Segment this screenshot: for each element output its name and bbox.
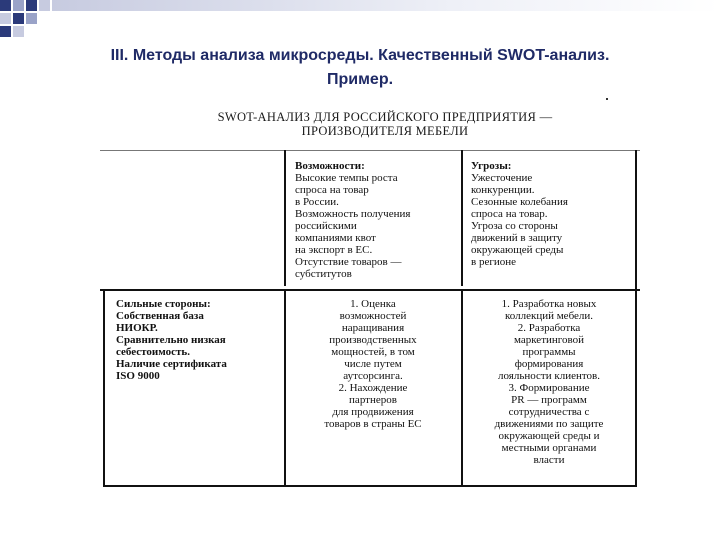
strengths-line: Собственная база	[116, 310, 204, 322]
so-strategy-line: числе путем	[344, 358, 402, 370]
st-strategy-line: власти	[533, 454, 565, 466]
document-heading-line2: ПРОИЗВОДИТЕЛЯ МЕБЕЛИ	[301, 124, 469, 138]
st-strategy-line: 1. Разработка новых	[501, 298, 597, 310]
slide-title-line1: III. Методы анализа микросреды. Качественный SWOT-анализ.	[110, 47, 610, 64]
st-strategy-line: коллекций мебели.	[504, 310, 594, 322]
so-strategy-line: для продвижения	[332, 406, 414, 418]
st-strategy-line: окружающей среды и	[498, 430, 600, 442]
strengths-line: Сравнительно низкая	[116, 334, 226, 346]
opportunities-line: в России.	[295, 196, 339, 208]
opportunities-line: компаниями квот	[295, 232, 376, 244]
st-strategy-line: сотрудничества с	[508, 406, 590, 418]
opportunities-line: российскими	[295, 220, 357, 232]
st-strategies-cell	[465, 298, 633, 466]
st-strategy-line: маркетинговой	[513, 334, 585, 346]
so-strategy-line: партнеров	[349, 394, 397, 406]
opportunities-line: спроса на товар	[295, 184, 369, 196]
threats-line: Сезонные колебания	[471, 196, 568, 208]
st-strategy-line: PR — программ	[511, 394, 587, 406]
so-strategy-line: 2. Нахождение	[338, 382, 408, 394]
so-strategies-cell	[289, 298, 457, 430]
st-strategy-line: движениями по защите	[494, 418, 604, 430]
strengths-line: ISO 9000	[116, 370, 160, 382]
threats-line: конкуренции.	[471, 184, 535, 196]
so-strategy-line: мощностей, в том	[331, 346, 415, 358]
st-strategy-line: 3. Формирование	[508, 382, 590, 394]
opportunities-line: Отсутствие товаров —	[295, 256, 402, 268]
opportunities-line: на экспорт в ЕС.	[295, 244, 373, 256]
so-strategy-line: производственных	[329, 334, 417, 346]
strengths-line: себестоимость.	[116, 346, 190, 358]
so-strategy-line: возможностей	[339, 310, 407, 322]
threats-line: в регионе	[471, 256, 516, 268]
slide-title-line2: Пример.	[326, 71, 394, 88]
threats-label: Угрозы:	[471, 160, 512, 172]
threats-cell	[471, 160, 568, 268]
strengths-line: НИОКР.	[116, 322, 158, 334]
scan-dot	[606, 98, 608, 100]
opportunities-line: Возможность получения	[295, 208, 411, 220]
document-heading-line1: SWOT-АНАЛИЗ ДЛЯ РОССИЙСКОГО ПРЕДПРИЯТИЯ —	[217, 110, 553, 124]
st-strategy-line: лояльности клиентов.	[498, 370, 600, 382]
opportunities-cell	[295, 160, 410, 280]
decorative-squares	[0, 0, 720, 40]
strengths-line: Наличие сертификата	[116, 358, 227, 370]
so-strategy-line: наращивания	[341, 322, 405, 334]
threats-line: Ужесточение	[471, 172, 533, 184]
st-strategy-line: местными органами	[501, 442, 597, 454]
threats-line: Угроза со стороны	[471, 220, 558, 232]
so-strategy-line: 1. Оценка	[350, 298, 396, 310]
so-strategy-line: аутсорсинга.	[343, 370, 403, 382]
strengths-label: Сильные стороны:	[116, 298, 211, 310]
threats-line: окружающей среды	[471, 244, 564, 256]
opportunities-label: Возможности:	[295, 160, 365, 172]
so-strategy-line: товаров в страны ЕС	[324, 418, 422, 430]
threats-line: движений в защиту	[471, 232, 563, 244]
opportunities-line: Высокие темпы роста	[295, 172, 398, 184]
opportunities-line: субститутов	[295, 268, 352, 280]
st-strategy-line: программы	[522, 346, 576, 358]
threats-line: спроса на товар.	[471, 208, 548, 220]
strengths-cell	[116, 298, 227, 382]
st-strategy-line: 2. Разработка	[517, 322, 581, 334]
st-strategy-line: формирования	[514, 358, 584, 370]
slide-title	[0, 44, 720, 92]
